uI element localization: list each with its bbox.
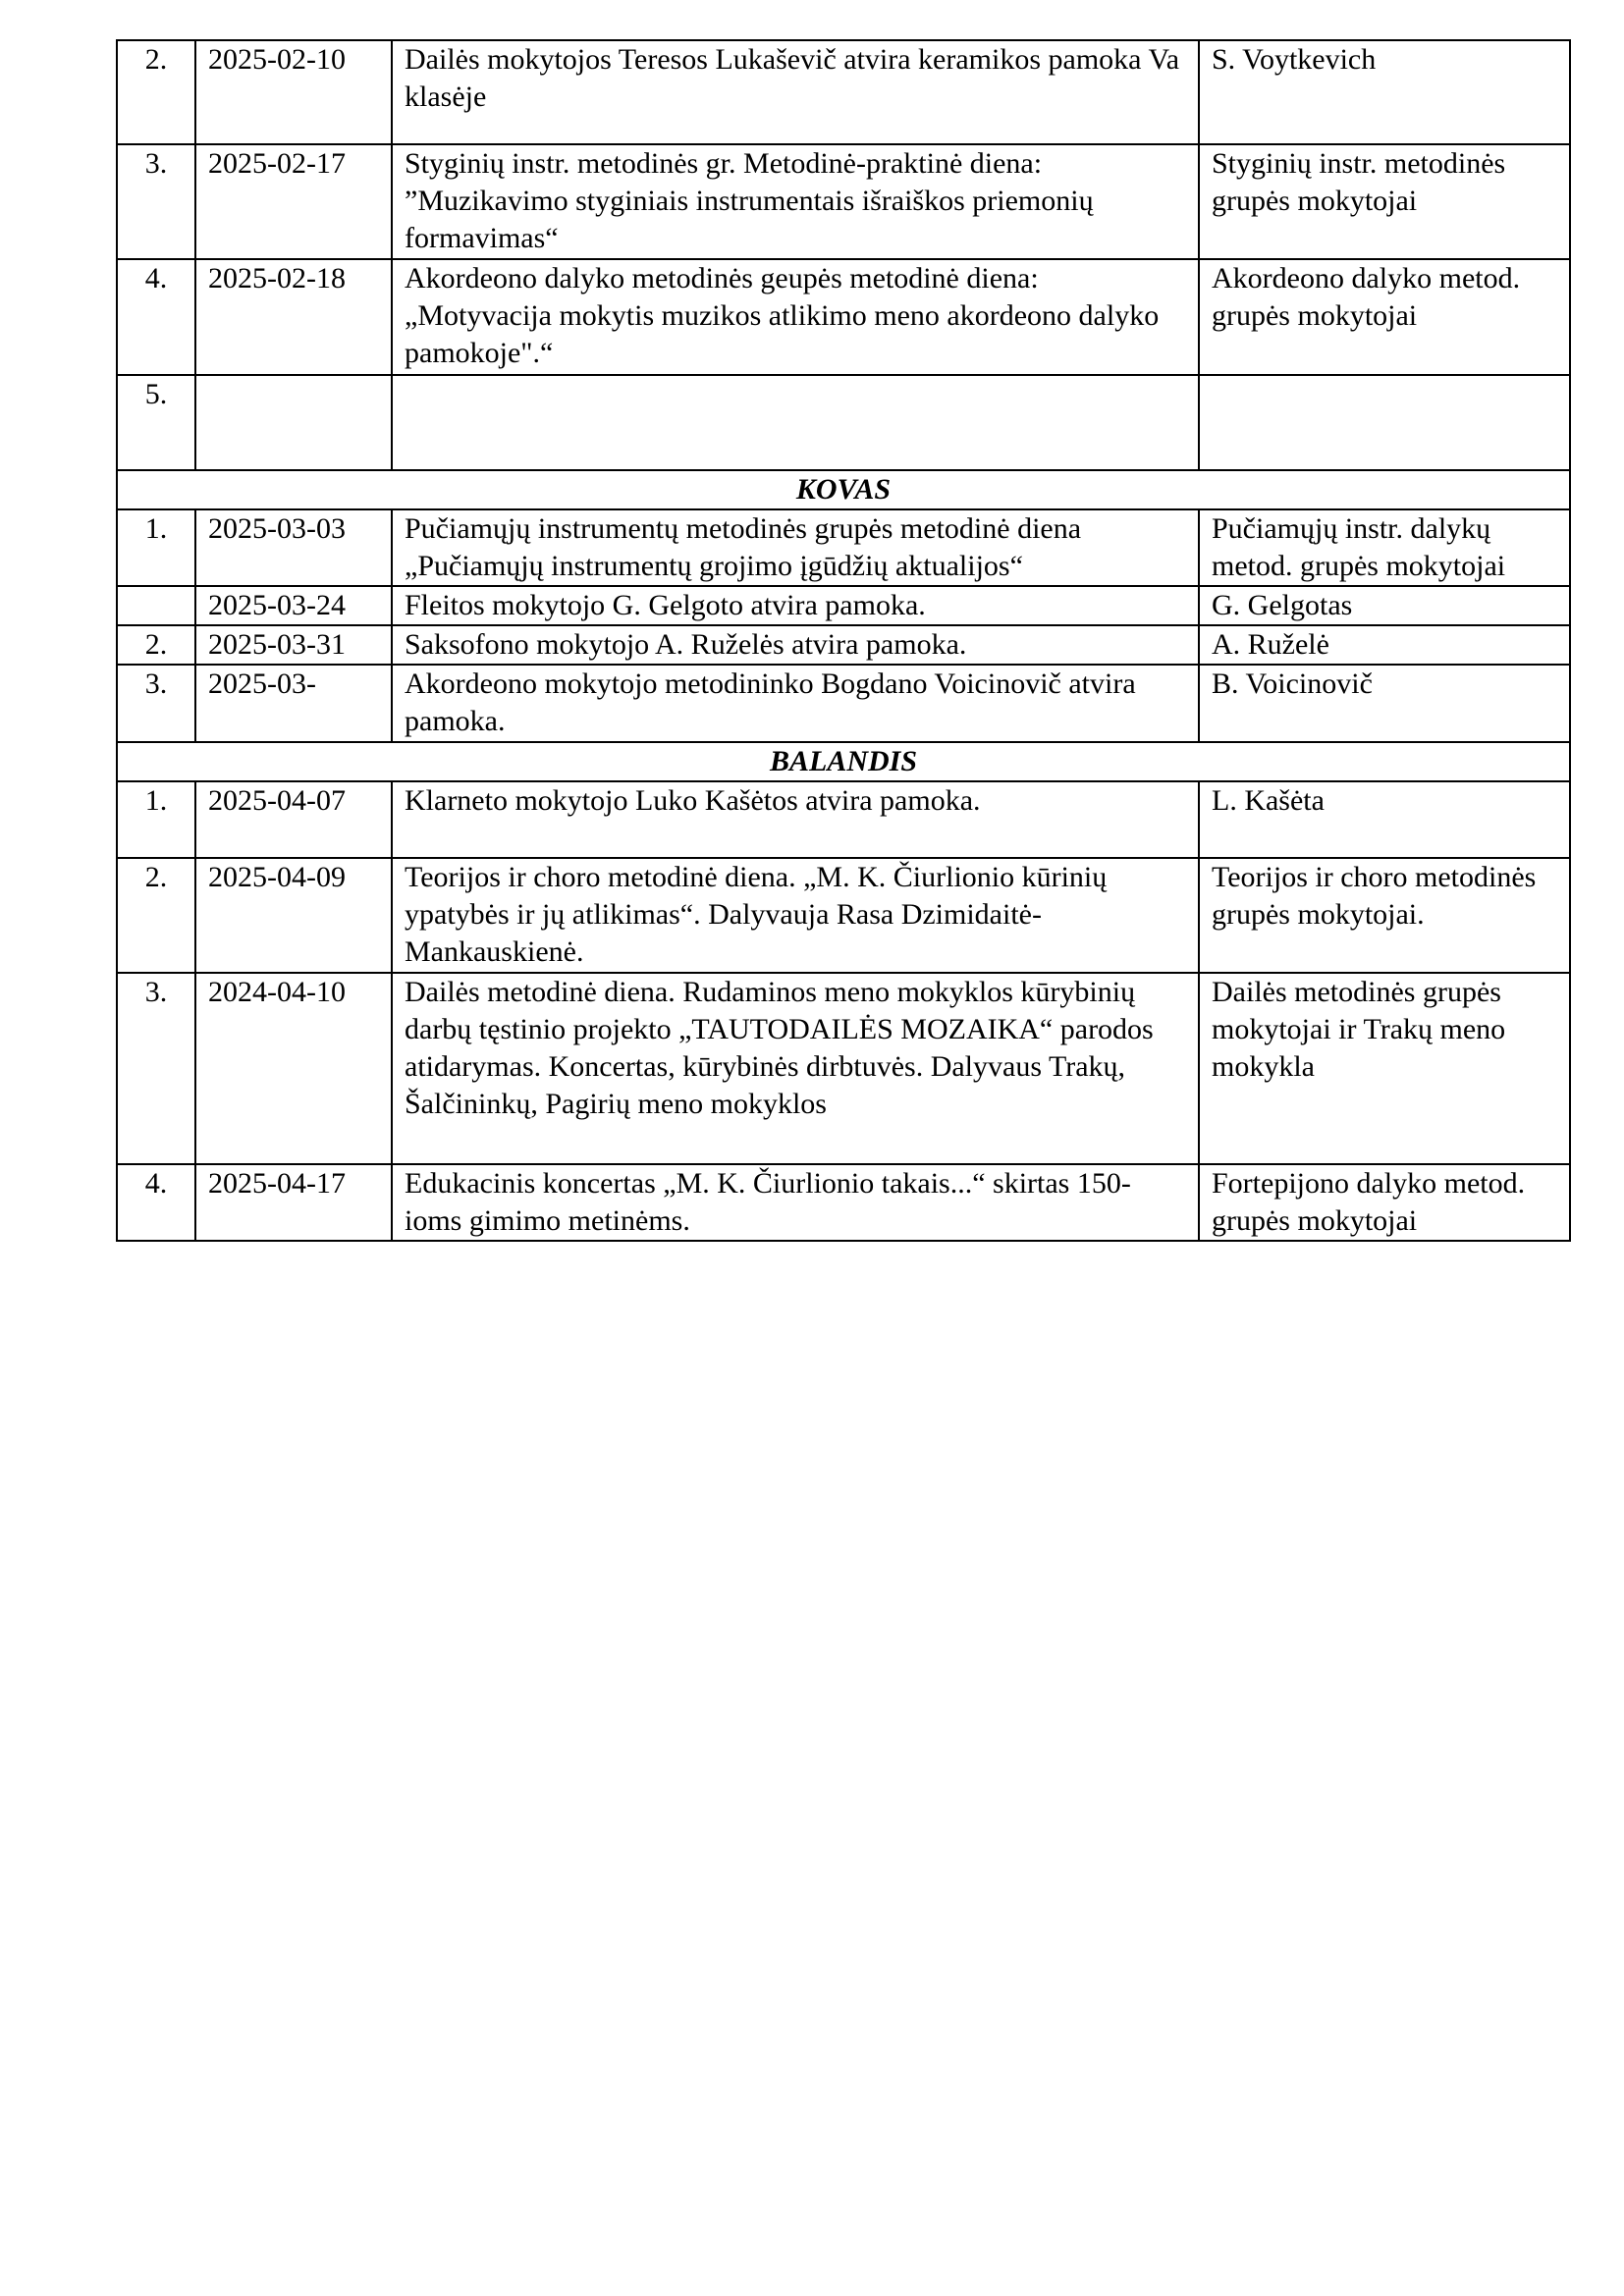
row-responsible: Pučiamųjų instr. dalykų metod. grupės mokytojai — [1199, 509, 1570, 586]
table-row — [117, 665, 1570, 742]
row-responsible — [1199, 375, 1570, 470]
row-date — [195, 375, 392, 470]
table-row — [117, 586, 1570, 625]
row-responsible: Dailės metodinės grupės mokytojai ir Trakų meno mokykla — [1199, 973, 1570, 1164]
table-row — [117, 1164, 1570, 1241]
row-responsible: Akordeono dalyko metod. grupės mokytojai — [1199, 259, 1570, 375]
table-row — [117, 781, 1570, 858]
row-responsible: B. Voicinovič — [1199, 665, 1570, 742]
row-event: Saksofono mokytojo A. Ruželės atvira pamoka. — [392, 625, 1199, 665]
row-number: 2. — [117, 625, 195, 665]
row-event: Fleitos mokytojo G. Gelgoto atvira pamoka. — [392, 586, 1199, 625]
row-number: 3. — [117, 973, 195, 1164]
row-event: Klarneto mokytojo Luko Kašėtos atvira pamoka. — [392, 781, 1199, 858]
row-number: 2. — [117, 40, 195, 144]
row-date: 2025-02-10 — [195, 40, 392, 144]
row-responsible: L. Kašėta — [1199, 781, 1570, 858]
row-event: Akordeono dalyko metodinės geupės metodinė diena: „Motyvacija mokytis muzikos atlikimo meno akordeono dalyko pamokoje".“ — [392, 259, 1199, 375]
row-responsible: G. Gelgotas — [1199, 586, 1570, 625]
row-date: 2025-03-24 — [195, 586, 392, 625]
table-row — [117, 259, 1570, 375]
row-date: 2025-04-17 — [195, 1164, 392, 1241]
row-event: Dailės metodinė diena. Rudaminos meno mokyklos kūrybinių darbų tęstinio projekto „TAUTODAILĖS MOZAIKA“ parodos atidarymas. Koncertas, kūrybinės dirbtuvės. Dalyvaus Trakų, Šalčininkų, Pagirių meno mokyklos — [392, 973, 1199, 1164]
row-date: 2025-03-31 — [195, 625, 392, 665]
table-row — [117, 858, 1570, 973]
row-event: Pučiamųjų instrumentų metodinės grupės metodinė diena „Pučiamųjų instrumentų grojimo įgūdžių aktualijos“ — [392, 509, 1199, 586]
row-responsible: Teorijos ir choro metodinės grupės mokytojai. — [1199, 858, 1570, 973]
table-row — [117, 375, 1570, 470]
row-number: 1. — [117, 781, 195, 858]
row-date: 2024-04-10 — [195, 973, 392, 1164]
row-event: Akordeono mokytojo metodininko Bogdano Voicinovič atvira pamoka. — [392, 665, 1199, 742]
table-row — [117, 625, 1570, 665]
month-header-row — [117, 742, 1570, 781]
row-date: 2025-03-03 — [195, 509, 392, 586]
row-date: 2025-04-09 — [195, 858, 392, 973]
row-number: 1. — [117, 509, 195, 586]
month-header-row — [117, 470, 1570, 509]
row-number: 4. — [117, 259, 195, 375]
row-date: 2025-03- — [195, 665, 392, 742]
row-number: 4. — [117, 1164, 195, 1241]
table-row — [117, 40, 1570, 144]
row-number — [117, 586, 195, 625]
row-date: 2025-02-17 — [195, 144, 392, 259]
row-date: 2025-04-07 — [195, 781, 392, 858]
month-heading-april: BALANDIS — [117, 742, 1570, 781]
row-number: 3. — [117, 665, 195, 742]
events-plan-table — [116, 39, 1571, 1242]
row-number: 5. — [117, 375, 195, 470]
row-responsible: Fortepijono dalyko metod. grupės mokytojai — [1199, 1164, 1570, 1241]
row-responsible: A. Ruželė — [1199, 625, 1570, 665]
table-row — [117, 509, 1570, 586]
table-row — [117, 144, 1570, 259]
row-event: Styginių instr. metodinės gr. Metodinė-praktinė diena: ”Muzikavimo styginiais instrumentais išraiškos priemonių formavimas“ — [392, 144, 1199, 259]
row-date: 2025-02-18 — [195, 259, 392, 375]
row-event — [392, 375, 1199, 470]
month-heading-march: KOVAS — [117, 470, 1570, 509]
row-number: 3. — [117, 144, 195, 259]
row-number: 2. — [117, 858, 195, 973]
row-responsible: Styginių instr. metodinės grupės mokytojai — [1199, 144, 1570, 259]
table-row — [117, 973, 1570, 1164]
row-responsible: S. Voytkevich — [1199, 40, 1570, 144]
row-event: Teorijos ir choro metodinė diena. „M. K. Čiurlionio kūrinių ypatybės ir jų atlikimas“. Dalyvauja Rasa Dzimidaitė-Mankauskienė. — [392, 858, 1199, 973]
row-event: Dailės mokytojos Teresos Lukaševič atvira keramikos pamoka Va klasėje — [392, 40, 1199, 144]
row-event: Edukacinis koncertas „M. K. Čiurlionio takais...“ skirtas 150-ioms gimimo metinėms. — [392, 1164, 1199, 1241]
